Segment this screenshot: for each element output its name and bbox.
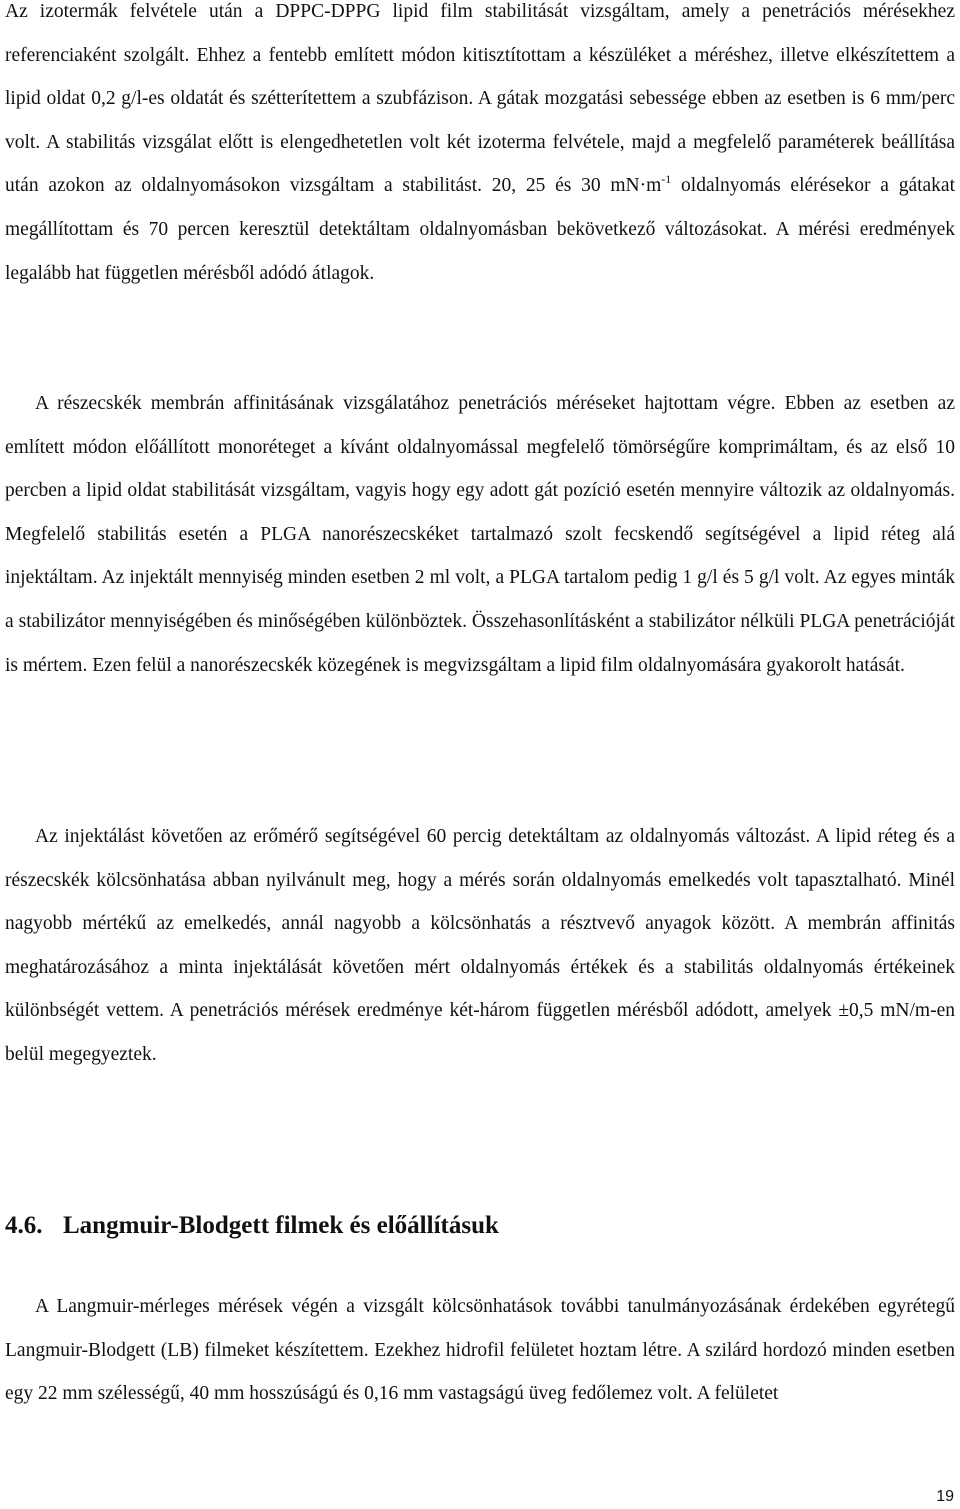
paragraph-stability [5, 0, 955, 295]
section-heading [5, 1212, 499, 1240]
paragraph-langmuir-blodgett: A Langmuir-mérleges mérések végén a vizsgált kölcsönhatások további tanulmányozásának érdekében egyrétegű Langmuir-Blodgett (LB) filmeket készítettem. Ezekhez hidrofil felületet hoztam létre. A szilárd hordozó minden esetben egy 22 mm szélességű, 40 mm hosszúságú és 0,16 mm vastagságú üveg fedőlemez volt. A felületet [5, 1296, 955, 1405]
section-title: Langmuir-Blodgett filmek és előállításuk [63, 1212, 499, 1239]
page-number: 19 [936, 1488, 954, 1505]
paragraph-injection: Az injektálást követően az erőmérő segítségével 60 percig detektáltam az oldalnyomás változást. A lipid réteg és a részecskék kölcsönhatása abban nyilvánult meg, hogy a mérés során oldalnyomás emelkedés volt tapasztalható. Minél nagyobb mértékű az emelkedés, annál nagyobb a kölcsönhatás a résztvevő anyagok között. A membrán affinitás meghatározásához a minta injektálását követően mért oldalnyomás értékek és a stabilitás oldalnyomás értékeinek különbségét vettem. A penetrációs mérések eredménye két-három független mérésből adódott, amelyek ±0,5 mN/m-en belül megegyeztek. [5, 826, 955, 1065]
unit-exponent: -1 [661, 172, 672, 187]
paragraph-stability-text-a: Az izotermák felvétele után a DPPC-DPPG lipid film stabilitását vizsgáltam, amely a penetrációs mérésekhez referenciaként szolgált. Ehhez a fentebb említett módon kitisztítottam a készüléket a méréshez, illetve elkészítettem a lipid oldat 0,2 g/l-es oldatát és szétterítettem a szubfázison. A gátak mozgatási sebessége ebben az esetben is 6 mm/perc volt. A stabilitás vizsgálat előtt is elengedhetetlen volt két izoterma felvétele, majd a megfelelő paraméterek beállítása után azokon az oldalnyomásokon vizsgáltam a stabilitást. 20, 25 és 30 mN·m [5, 1, 955, 197]
section-number: 4.6. [5, 1212, 43, 1239]
paragraph-penetration: A részecskék membrán affinitásának vizsgálatához penetrációs méréseket hajtottam végre. Ebben az esetben az említett módon előállított monoréteget a kívánt oldalnyomással megfelelő tömörségűre komprimáltam, és az első 10 percben a lipid oldat stabilitását vizsgáltam, vagyis hogy egy adott gát pozíció esetén mennyire változik az oldalnyomás. Megfelelő stabilitás esetén a PLGA nanorészecskéket tartalmazó szolt fecskendő segítségével a lipid réteg alá injektáltam. Az injektált mennyiség minden esetben 2 ml volt, a PLGA tartalom pedig 1 g/l és 5 g/l volt. Az egyes minták a stabilizátor mennyiségében és minőségében különböztek. Összehasonlításként a stabilizátor nélküli PLGA penetrációját is mértem. Ezen felül a nanorészecskék közegének is megvizsgáltam a lipid film oldalnyomására gyakorolt hatását. [5, 393, 955, 676]
paragraph-stability-text-b: oldalnyomás elérésekor a gátakat megállítottam és 70 percen keresztül detektáltam oldalnyomásban bekövetkező változásokat. A mérési eredmények legalább hat független mérésből adódó átlagok. [5, 175, 955, 284]
